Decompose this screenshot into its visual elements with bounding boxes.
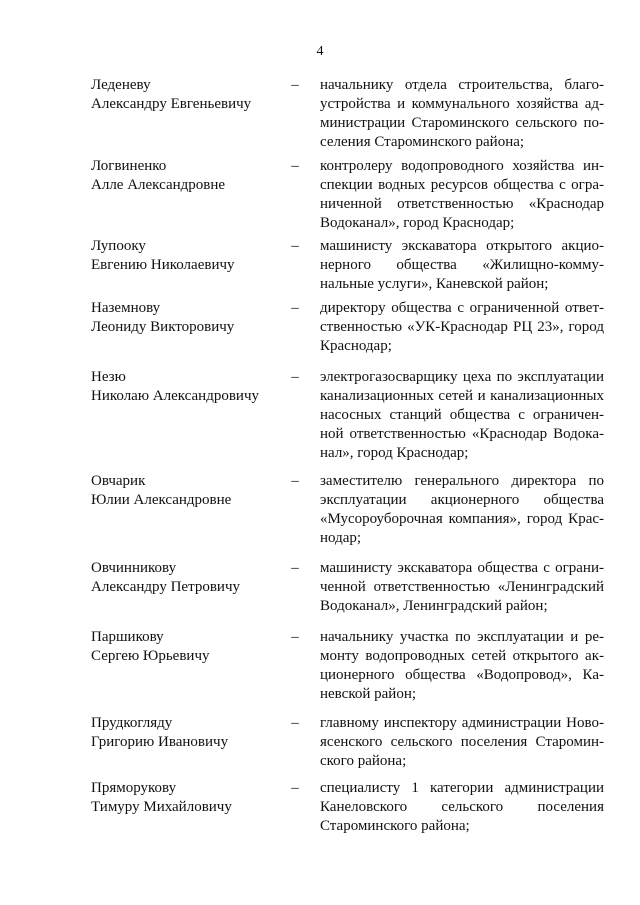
position-description xyxy=(320,157,604,233)
description-line: директору общества с ограниченной ответ- xyxy=(320,300,604,316)
description-line: канализационных сетей и канализационных xyxy=(320,388,604,404)
surname: Леденеву xyxy=(91,77,151,93)
given-name: Николаю Александровичу xyxy=(91,388,259,404)
dash-separator: – xyxy=(291,238,299,254)
dash-separator: – xyxy=(291,629,299,645)
recipient-name xyxy=(91,299,281,337)
dash-separator: – xyxy=(291,560,299,576)
description-line: «Мусороуборочная компания», город Крас- xyxy=(320,511,604,527)
position-description xyxy=(320,714,604,771)
description-line: нал», город Краснодар; xyxy=(320,445,469,461)
given-name: Евгению Николаевичу xyxy=(91,257,235,273)
position-description xyxy=(320,237,604,294)
description-line: монту водопроводных сетей открытого ак- xyxy=(320,648,604,664)
position-description xyxy=(320,779,604,836)
description-line: насосных станций общества с ограничен- xyxy=(320,407,604,423)
description-line: машинисту экскаватора общества с ограни- xyxy=(320,560,604,576)
description-line: Староминского района; xyxy=(320,818,470,834)
recipient-name xyxy=(91,368,281,406)
description-line: нерного общества «Жилищно-комму- xyxy=(320,257,604,273)
dash-separator: – xyxy=(291,158,299,174)
given-name: Юлии Александровне xyxy=(91,492,232,508)
description-line: ственностью «УК-Краснодар РЦ 23», город xyxy=(320,319,604,335)
description-line: ной ответственностью «Краснодар Водока- xyxy=(320,426,604,442)
description-line: Краснодар; xyxy=(320,338,392,354)
description-line: эксплуатации акционерного общества xyxy=(320,492,604,508)
recipient-name xyxy=(91,779,281,817)
recipient-name xyxy=(91,157,281,195)
description-line: контролеру водопроводного хозяйства ин- xyxy=(320,158,604,174)
description-line: нальные услуги», Каневской район; xyxy=(320,276,549,292)
description-line: электрогазосварщику цеха по эксплуатации xyxy=(320,369,604,385)
given-name: Тимуру Михайловичу xyxy=(91,799,232,815)
dash-separator: – xyxy=(291,473,299,489)
description-line: начальнику участка по эксплуатации и ре- xyxy=(320,629,604,645)
recipient-name xyxy=(91,472,281,510)
position-description xyxy=(320,628,604,704)
dash-separator: – xyxy=(291,715,299,731)
surname: Незю xyxy=(91,369,126,385)
description-line: машинисту экскаватора открытого акцио- xyxy=(320,238,604,254)
description-line: начальнику отдела строительства, благо- xyxy=(320,77,604,93)
page-number: 4 xyxy=(316,44,324,59)
given-name: Григорию Ивановичу xyxy=(91,734,229,750)
given-name: Александру Петровичу xyxy=(91,579,240,595)
description-line: нодар; xyxy=(320,530,362,546)
dash-separator: – xyxy=(291,77,299,93)
surname: Логвиненко xyxy=(91,158,167,174)
description-line: Водоканал», город Краснодар; xyxy=(320,215,515,231)
description-line: заместителю генерального директора по xyxy=(320,473,604,489)
given-name: Сергею Юрьевичу xyxy=(91,648,210,664)
dash-separator: – xyxy=(291,369,299,385)
surname: Наземнову xyxy=(91,300,161,316)
position-description xyxy=(320,368,604,463)
position-description xyxy=(320,472,604,548)
description-line: спекции водных ресурсов общества с огра- xyxy=(320,177,604,193)
description-line: селения Староминского района; xyxy=(320,134,525,150)
recipient-name xyxy=(91,76,281,114)
description-line: ниченной ответственностью «Краснодар xyxy=(320,196,604,212)
position-description xyxy=(320,76,604,152)
description-line: ченной ответственностью «Ленинградский xyxy=(320,579,604,595)
surname: Паршикову xyxy=(91,629,164,645)
description-line: Водоканал», Ленинградский район; xyxy=(320,598,548,614)
description-line: ционерного общества «Водопровод», Ка- xyxy=(320,667,604,683)
description-line: главному инспектору администрации Ново- xyxy=(320,715,604,731)
description-line: устройства и коммунального хозяйства ад- xyxy=(320,96,604,112)
recipient-name xyxy=(91,628,281,666)
dash-separator: – xyxy=(291,780,299,796)
description-line: ского района; xyxy=(320,753,407,769)
recipient-name xyxy=(91,559,281,597)
recipient-name xyxy=(91,237,281,275)
given-name: Леониду Викторовичу xyxy=(91,319,235,335)
given-name: Александру Евгеньевичу xyxy=(91,96,252,112)
position-description xyxy=(320,559,604,616)
surname: Лупооку xyxy=(91,238,146,254)
position-description xyxy=(320,299,604,356)
surname: Овчинникову xyxy=(91,560,177,576)
recipient-name xyxy=(91,714,281,752)
surname: Прудкогляду xyxy=(91,715,173,731)
description-line: невской район; xyxy=(320,686,417,702)
description-line: ясенского сельского поселения Старомин- xyxy=(320,734,604,750)
description-line: специалисту 1 категории администрации xyxy=(320,780,604,796)
description-line: Канеловского сельского поселения xyxy=(320,799,604,815)
surname: Овчарик xyxy=(91,473,146,489)
dash-separator: – xyxy=(291,300,299,316)
description-line: министрации Староминского сельского по- xyxy=(320,115,604,131)
surname: Пряморукову xyxy=(91,780,177,796)
given-name: Алле Александровне xyxy=(91,177,226,193)
